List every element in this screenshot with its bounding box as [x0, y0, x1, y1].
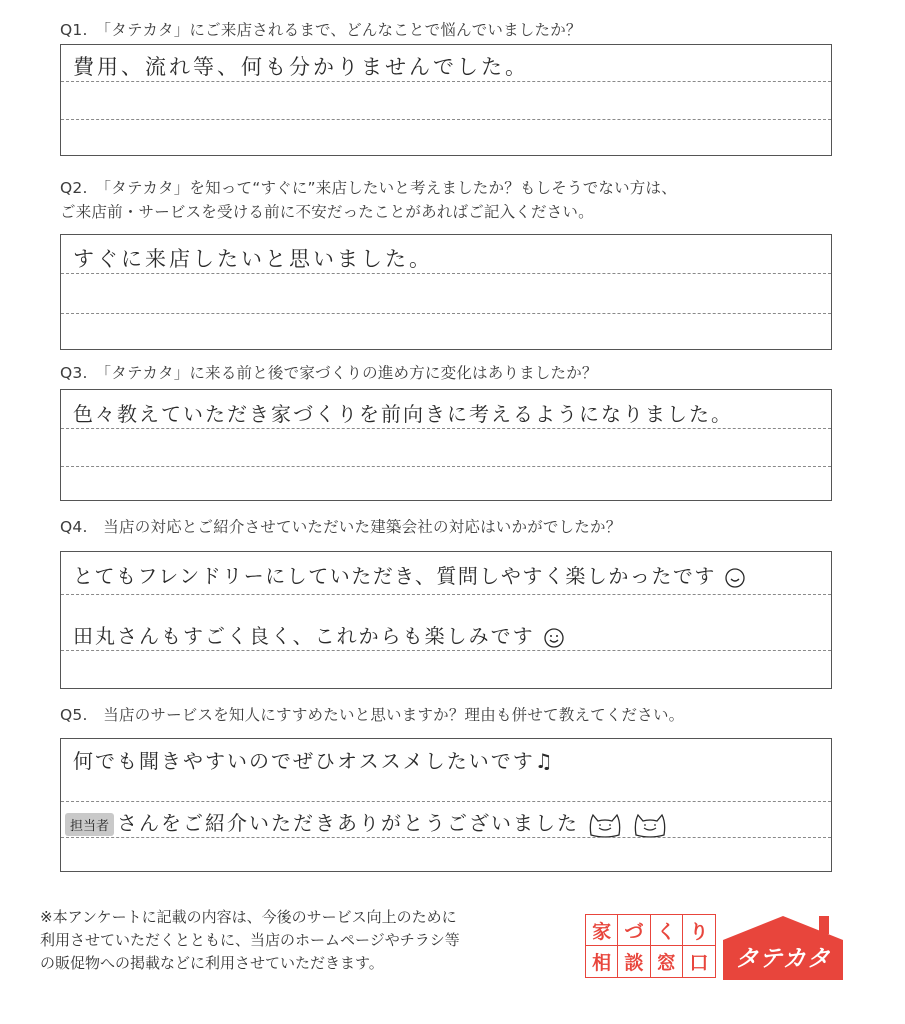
logo-brand-text: タテカタ: [735, 946, 831, 972]
ruled-line: [61, 801, 831, 802]
logo-char: 窓: [651, 946, 683, 977]
answer-box-2: [60, 234, 832, 350]
smiley-icon: [724, 567, 746, 589]
logo-char: 相: [586, 946, 618, 977]
answer-5-line-2: [65, 807, 668, 839]
footer-note-line-2: 利用させていただくとともに、当店のホームページやチラシ等: [40, 931, 460, 949]
footer-note-line-1: ※本アンケートに記載の内容は、今後のサービス向上のために: [40, 908, 457, 926]
question-5-label: Q5. 当店のサービスを知人にすすめたいと思いますか？理由も併せて教えてください。: [60, 706, 685, 724]
question-4-label: Q4. 当店の対応とご紹介させていただいた建築会社の対応はいかがでしたか？: [60, 518, 622, 536]
answer-box-3: [60, 389, 832, 501]
answer-4-line-1: [73, 560, 746, 589]
cat-face-icon: [632, 811, 668, 839]
ruled-line: [61, 313, 831, 314]
staff-tag: 担当者: [65, 813, 114, 836]
ruled-line: [61, 466, 831, 467]
logo-char: 家: [586, 915, 618, 946]
logo-char: く: [651, 915, 683, 946]
answer-2-line-1: すぐに来店したいと思いました。: [73, 247, 433, 271]
answer-box-5: [60, 738, 832, 872]
ruled-line: [61, 428, 831, 429]
question-2-label: Q2. 「タテカタ」を知って“すぐに”来店したいと考えましたか？もしそうでない方は、: [60, 179, 677, 197]
ruled-line: [61, 119, 831, 120]
answer-4-line-2: [73, 620, 565, 649]
footer-note: [40, 906, 460, 975]
ruled-line: [61, 650, 831, 651]
answer-box-4: [60, 551, 832, 689]
question-2-label-line-2: ご来店前・サービスを受ける前に不安だったことがあればご記入ください。: [60, 203, 594, 221]
answer-4-line-1-text: とてもフレンドリーにしていただき、質問しやすく楽しかったです: [73, 564, 716, 588]
ruled-line: [61, 594, 831, 595]
logo-char: づ: [618, 915, 650, 946]
logo-char: 談: [618, 946, 650, 977]
tatekata-logo: [585, 914, 847, 980]
ruled-line: [61, 837, 831, 838]
question-3-label: Q3. 「タテカタ」に来る前と後で家づくりの進め方に変化はありましたか？: [60, 364, 598, 382]
answer-5-line-1: 何でも聞きやすいのでぜひオススメしたいです♫: [73, 749, 555, 773]
cat-face-icon: [587, 811, 623, 839]
answer-1-line-1: 費用、流れ等、何も分かりませんでした。: [73, 55, 529, 79]
logo-char: り: [683, 915, 715, 946]
footer-note-line-3: の販促物への掲載などに利用させていただきます。: [40, 954, 384, 972]
answer-5-line-2-text: さんをご紹介いただきありがとうございました: [117, 811, 580, 835]
answer-box-1: [60, 44, 832, 156]
logo-char: 口: [689, 952, 709, 974]
logo-house: [721, 914, 845, 980]
question-1-label: Q1. 「タテカタ」にご来店されるまで、どんなことで悩んでいましたか？: [60, 21, 582, 39]
smiley-icon: [543, 627, 565, 649]
logo-character-grid: [585, 914, 716, 978]
answer-4-line-2-text: 田丸さんもすごく良く、これからも楽しみです: [73, 624, 535, 648]
ruled-line: [61, 273, 831, 274]
answer-3-line-1: 色々教えていただき家づくりを前向きに考えるようになりました。: [73, 402, 733, 426]
ruled-line: [61, 81, 831, 82]
